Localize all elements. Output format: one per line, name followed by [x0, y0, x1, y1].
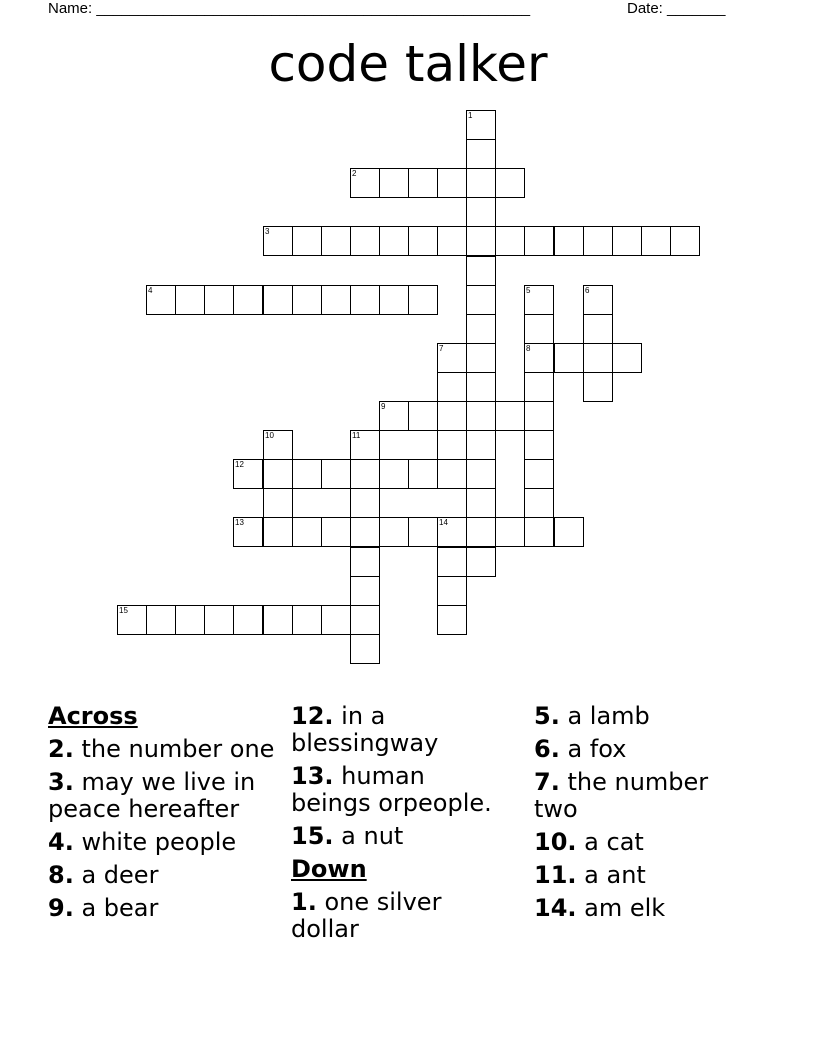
cell-number: 5 [526, 286, 531, 295]
grid-cell[interactable] [437, 576, 467, 606]
grid-cell[interactable] [524, 285, 554, 315]
clue-number: 14. [534, 894, 577, 922]
grid-cell[interactable] [495, 226, 525, 256]
clue-number: 12. [291, 702, 334, 730]
cell-number: 13 [235, 518, 244, 527]
grid-cell[interactable] [408, 517, 438, 547]
grid-cell[interactable] [379, 517, 409, 547]
clue-text: a nut [341, 822, 404, 850]
clue-down-5 [534, 703, 774, 730]
cell-number: 15 [119, 606, 128, 615]
grid-cell[interactable] [321, 226, 351, 256]
grid-cell[interactable] [495, 401, 525, 431]
clue-text: a fox [567, 735, 627, 763]
grid-cell[interactable] [233, 459, 263, 489]
clue-down-10 [534, 829, 774, 856]
grid-cell[interactable] [146, 605, 176, 635]
grid-cell[interactable] [263, 430, 293, 460]
grid-cell[interactable] [233, 285, 263, 315]
grid-cell[interactable] [204, 285, 234, 315]
grid-cell[interactable] [583, 226, 613, 256]
clue-number: 9. [48, 894, 74, 922]
grid-cell[interactable] [263, 285, 293, 315]
down-heading: Down [291, 855, 367, 883]
grid-cell[interactable] [350, 226, 380, 256]
clue-number: 2. [48, 735, 74, 763]
clue-text: a cat [584, 828, 644, 856]
grid-cell[interactable] [321, 517, 351, 547]
grid-cell[interactable] [524, 517, 554, 547]
cell-number: 14 [439, 518, 448, 527]
grid-cell[interactable] [670, 226, 700, 256]
grid-cell[interactable] [437, 605, 467, 635]
grid-cell[interactable] [408, 459, 438, 489]
clue-text: the number two [534, 768, 709, 823]
grid-cell[interactable] [175, 605, 205, 635]
clue-text: human beings orpeople. [291, 762, 492, 817]
clue-number: 13. [291, 762, 334, 790]
grid-cell[interactable] [379, 168, 409, 198]
grid-cell[interactable] [466, 256, 496, 286]
grid-cell[interactable] [495, 168, 525, 198]
clue-down-11 [534, 862, 774, 889]
grid-cell[interactable] [466, 343, 496, 373]
grid-cell[interactable] [583, 314, 613, 344]
grid-cell[interactable] [263, 488, 293, 518]
grid-cell[interactable] [292, 605, 322, 635]
grid-cell[interactable] [350, 517, 380, 547]
cell-number: 12 [235, 460, 244, 469]
grid-cell[interactable] [612, 343, 642, 373]
grid-cell[interactable] [554, 226, 584, 256]
grid-cell[interactable] [350, 459, 380, 489]
clue-number: 5. [534, 702, 560, 730]
clue-text: one silver dollar [291, 888, 442, 943]
cell-number: 9 [381, 402, 386, 411]
cell-number: 1 [468, 111, 473, 120]
clue-across-4 [48, 829, 288, 856]
grid-cell[interactable] [437, 547, 467, 577]
clue-text: a deer [81, 861, 159, 889]
grid-cell[interactable] [321, 605, 351, 635]
clue-across-15 [291, 823, 531, 850]
clue-text: a lamb [567, 702, 650, 730]
grid-cell[interactable] [350, 285, 380, 315]
grid-cell[interactable] [466, 226, 496, 256]
grid-cell[interactable] [466, 168, 496, 198]
cell-number: 10 [265, 431, 274, 440]
clue-column-3 [534, 703, 774, 928]
grid-cell[interactable] [466, 459, 496, 489]
clue-number: 1. [291, 888, 317, 916]
clue-column-2 [291, 703, 531, 949]
cell-number: 2 [352, 169, 357, 178]
clue-across-9 [48, 895, 288, 922]
grid-cell[interactable] [263, 517, 293, 547]
grid-cell[interactable] [466, 517, 496, 547]
grid-cell[interactable] [350, 547, 380, 577]
grid-cell[interactable] [466, 401, 496, 431]
grid-cell[interactable] [466, 314, 496, 344]
grid-cell[interactable] [524, 226, 554, 256]
grid-cell[interactable] [524, 401, 554, 431]
grid-cell[interactable] [233, 605, 263, 635]
grid-cell[interactable] [583, 285, 613, 315]
grid-cell[interactable] [612, 226, 642, 256]
grid-cell[interactable] [263, 605, 293, 635]
grid-cell[interactable] [175, 285, 205, 315]
grid-cell[interactable] [292, 226, 322, 256]
grid-cell[interactable] [466, 139, 496, 169]
cell-number: 3 [265, 227, 270, 236]
clue-down-7 [534, 769, 734, 823]
grid-cell[interactable] [524, 430, 554, 460]
grid-cell[interactable] [524, 372, 554, 402]
clue-text: the number one [81, 735, 275, 763]
grid-cell[interactable] [466, 547, 496, 577]
grid-cell[interactable] [292, 459, 322, 489]
clue-text: a ant [584, 861, 646, 889]
grid-cell[interactable] [117, 605, 147, 635]
grid-cell[interactable] [350, 576, 380, 606]
name-field-label: Name: ____________________________________________________ [48, 0, 531, 17]
grid-cell[interactable] [263, 459, 293, 489]
clue-number: 8. [48, 861, 74, 889]
grid-cell[interactable] [350, 430, 380, 460]
grid-cell[interactable] [292, 517, 322, 547]
cell-number: 7 [439, 344, 444, 353]
clue-across-13 [291, 763, 506, 817]
grid-cell[interactable] [437, 401, 467, 431]
across-heading: Across [48, 702, 138, 730]
clue-number: 3. [48, 768, 74, 796]
grid-cell[interactable] [466, 197, 496, 227]
grid-cell[interactable] [408, 168, 438, 198]
grid-cell[interactable] [466, 430, 496, 460]
grid-cell[interactable] [466, 285, 496, 315]
grid-cell[interactable] [350, 634, 380, 664]
clue-number: 4. [48, 828, 74, 856]
grid-cell[interactable] [554, 343, 584, 373]
clue-down-14 [534, 895, 774, 922]
grid-cell[interactable] [350, 488, 380, 518]
grid-cell[interactable] [379, 285, 409, 315]
cell-number: 6 [585, 286, 590, 295]
grid-cell[interactable] [408, 401, 438, 431]
clue-text: a bear [81, 894, 159, 922]
grid-cell[interactable] [524, 488, 554, 518]
date-field-label: Date: _______ [627, 0, 726, 17]
grid-cell[interactable] [233, 517, 263, 547]
grid-cell[interactable] [437, 226, 467, 256]
grid-cell[interactable] [350, 168, 380, 198]
clue-text: white people [81, 828, 237, 856]
clue-number: 7. [534, 768, 560, 796]
grid-cell[interactable] [437, 168, 467, 198]
grid-cell[interactable] [321, 285, 351, 315]
grid-cell[interactable] [466, 110, 496, 140]
grid-cell[interactable] [466, 488, 496, 518]
clue-number: 15. [291, 822, 334, 850]
grid-cell[interactable] [583, 343, 613, 373]
grid-cell[interactable] [321, 459, 351, 489]
grid-cell[interactable] [437, 459, 467, 489]
clue-down-1 [291, 889, 491, 943]
clue-down-6 [534, 736, 774, 763]
clue-across-8 [48, 862, 288, 889]
grid-cell[interactable] [495, 517, 525, 547]
grid-cell[interactable] [641, 226, 671, 256]
grid-cell[interactable] [146, 285, 176, 315]
grid-cell[interactable] [379, 459, 409, 489]
grid-cell[interactable] [524, 314, 554, 344]
grid-cell[interactable] [204, 605, 234, 635]
cell-number: 4 [148, 286, 153, 295]
grid-cell[interactable] [292, 285, 322, 315]
clue-text: may we live in peace hereafter [48, 768, 256, 823]
clue-text: in a blessingway [291, 702, 439, 757]
puzzle-title: code talker [268, 35, 548, 93]
grid-cell[interactable] [408, 285, 438, 315]
grid-cell[interactable] [466, 372, 496, 402]
grid-cell[interactable] [379, 401, 409, 431]
grid-cell[interactable] [524, 343, 554, 373]
clue-text: am elk [584, 894, 666, 922]
grid-cell[interactable] [350, 605, 380, 635]
grid-cell[interactable] [437, 517, 467, 547]
grid-cell[interactable] [437, 372, 467, 402]
grid-cell[interactable] [379, 226, 409, 256]
grid-cell[interactable] [408, 226, 438, 256]
grid-cell[interactable] [437, 343, 467, 373]
clue-number: 6. [534, 735, 560, 763]
clue-number: 11. [534, 861, 577, 889]
cell-number: 8 [526, 344, 531, 353]
grid-cell[interactable] [437, 430, 467, 460]
clue-number: 10. [534, 828, 577, 856]
grid-cell[interactable] [263, 226, 293, 256]
clue-across-2 [48, 736, 278, 763]
grid-cell[interactable] [583, 372, 613, 402]
clue-across-12 [291, 703, 491, 757]
clue-across-3 [48, 769, 288, 823]
grid-cell[interactable] [554, 517, 584, 547]
clue-column-1 [48, 703, 288, 928]
cell-number: 11 [352, 431, 361, 440]
grid-cell[interactable] [524, 459, 554, 489]
